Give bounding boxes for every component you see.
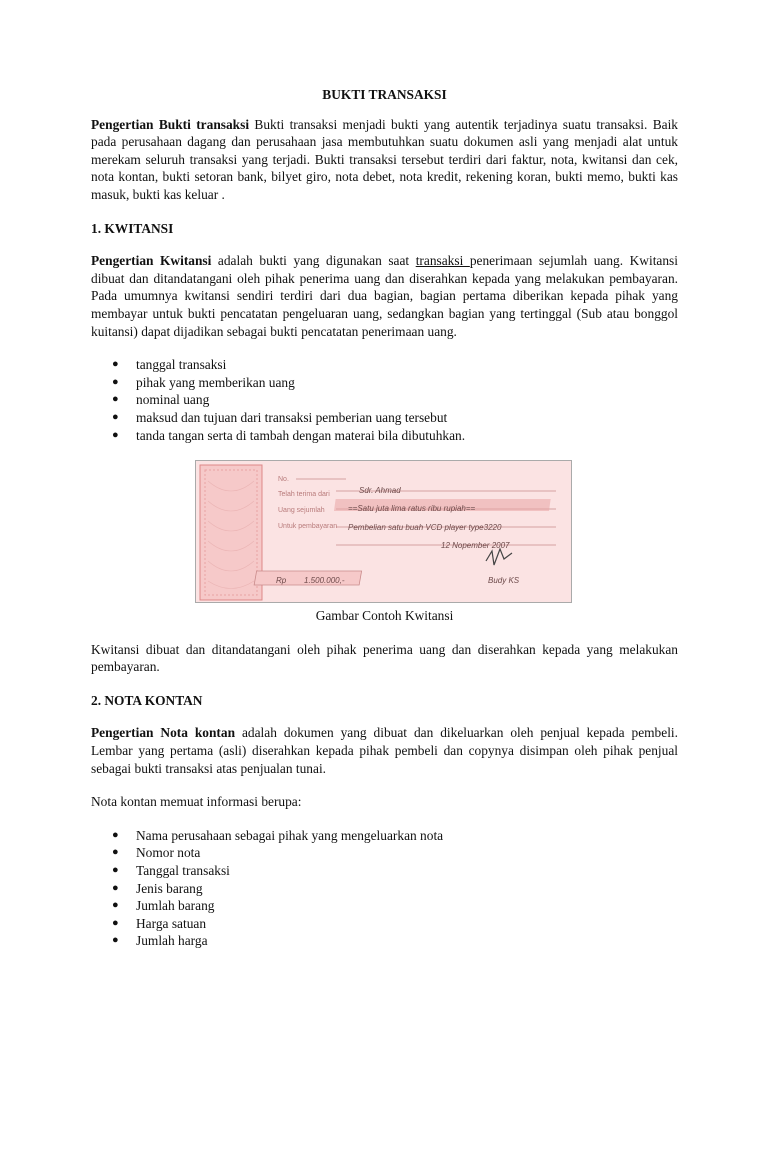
list-item bbox=[91, 862, 678, 880]
section2-paragraph bbox=[91, 724, 678, 777]
list-item-text: Nomor nota bbox=[136, 845, 201, 861]
list-item-text: nominal uang bbox=[136, 392, 210, 408]
bullet-icon: ● bbox=[112, 881, 119, 894]
section2-term: Pengertian Nota kontan bbox=[91, 725, 236, 741]
section1-paragraph bbox=[91, 252, 678, 340]
list-item-text: Jenis barang bbox=[136, 880, 203, 896]
intro-text: Bukti transaksi menjadi bukti yang autentik terjadinya suatu transaksi. Baik pada perusahaan dagang dan perusahaan jasa membutuhkan suatu dokumen asli yang menjadi alat untuk merekam seluruh transaksi yang terjadi. Bukti transaksi tersebut terdiri dari faktur, nota, kwitansi dan cek, nota kontan, bukti setoran bank, bilyet giro, nota debet, nota kredit, rekening koran, bukti memo, bukti kas masuk, bukti kas keluar . bbox=[91, 116, 678, 202]
intro-term: Pengertian Bukti transaksi bbox=[91, 116, 250, 132]
receipt-signer: Budy KS bbox=[488, 576, 520, 586]
bullet-icon: ● bbox=[112, 828, 119, 841]
figure-caption: Gambar Contoh Kwitansi bbox=[315, 608, 454, 624]
list-item-text: tanda tangan serta di tambah dengan materai bila dibutuhkan. bbox=[136, 427, 466, 443]
intro-paragraph bbox=[91, 116, 678, 204]
list-item-text: Nama perusahaan sebagai pihak yang mengeluarkan nota bbox=[136, 827, 444, 843]
receipt-currency: Rp bbox=[276, 576, 287, 586]
list-item-text: pihak yang memberikan uang bbox=[136, 374, 295, 390]
list-item bbox=[91, 391, 678, 409]
receipt-label-purpose: Untuk pembayaran bbox=[278, 523, 338, 531]
list-item-text: Tanggal transaksi bbox=[136, 863, 230, 879]
receipt-amount: 1.500.000,- bbox=[304, 576, 345, 586]
bullet-icon: ● bbox=[112, 358, 119, 371]
list-item bbox=[91, 844, 678, 862]
transaksi-link[interactable]: transaksi bbox=[415, 253, 470, 269]
kwitansi-image bbox=[195, 460, 572, 603]
nota-kontan-list bbox=[91, 827, 678, 950]
receipt-purpose-value: Pembelian satu buah VCD player type3220 bbox=[348, 523, 502, 533]
list-item bbox=[91, 356, 678, 374]
list-item bbox=[91, 409, 678, 427]
bullet-icon: ● bbox=[112, 428, 119, 441]
list-item-text: Jumlah barang bbox=[136, 898, 215, 914]
page-title: BUKTI TRANSAKSI bbox=[322, 87, 447, 102]
receipt-label-amount: Uang sejumlah bbox=[278, 507, 325, 515]
receipt-amount-words: ==Satu juta lima ratus ribu rupiah== bbox=[348, 504, 476, 514]
document-content bbox=[91, 86, 678, 966]
list-item bbox=[91, 827, 678, 845]
section1-heading: 1. KWITANSI bbox=[91, 220, 174, 236]
kwitansi-list bbox=[91, 356, 678, 444]
section1-text-after: penerimaan sejumlah uang. Kwitansi dibuat dan ditandatangani oleh pihak penerima uang dan diserahkan kepada yang melakukan pembayaran. Pada umumnya kwitansi sendiri terdiri dari dua bagian, bagian pertama diberikan kepada pihak yang membayar untuk bukti pencatatan pengeluaran uang, sedangkan bagian yang tertinggal (Sub atau bonggol kuitansi) dapat dijadikan sebagai bukti pencatatan penerimaan uang. bbox=[91, 253, 678, 339]
list-item bbox=[91, 915, 678, 933]
bullet-icon: ● bbox=[112, 375, 119, 388]
bullet-icon: ● bbox=[112, 393, 119, 406]
list-item bbox=[91, 897, 678, 915]
list-item bbox=[91, 427, 678, 445]
bullet-icon: ● bbox=[112, 934, 119, 947]
bullet-icon: ● bbox=[112, 864, 119, 877]
list-item bbox=[91, 374, 678, 392]
section1-text-before: adalah bukti yang digunakan saat bbox=[211, 253, 416, 269]
list-item-text: maksud dan tujuan dari transaksi pemberian uang tersebut bbox=[136, 409, 448, 425]
bullet-icon: ● bbox=[112, 846, 119, 859]
bullet-icon: ● bbox=[112, 410, 119, 423]
section2-heading: 2. NOTA KONTAN bbox=[91, 692, 203, 708]
kwitansi-stub bbox=[200, 465, 262, 600]
section1-term: Pengertian Kwitansi bbox=[91, 253, 212, 269]
section2-text: adalah dokumen yang dibuat dan dikeluarkan oleh penjual kepada pembeli. Lembar yang pertama (asli) diserahkan kepada pihak pembeli dan copynya disimpan oleh pihak penjual sebagai bukti transaksi atas penjualan tunai. bbox=[91, 725, 678, 776]
receipt-label-from: Telah terima dari bbox=[278, 491, 330, 499]
list-item bbox=[91, 932, 678, 950]
section2-lead: Nota kontan memuat informasi berupa: bbox=[91, 794, 302, 810]
receipt-label-no: No. bbox=[278, 476, 289, 484]
list-item-text: tanggal transaksi bbox=[136, 357, 227, 373]
list-item bbox=[91, 880, 678, 898]
section1-closing: Kwitansi dibuat dan ditandatangani oleh pihak penerima uang dan diserahkan kepada yang melakukan pembayaran. bbox=[91, 641, 678, 675]
receipt-date: 12 Nopember 2007 bbox=[441, 541, 510, 551]
receipt-from-value: Sdr. Ahmad bbox=[359, 486, 401, 496]
list-item-text: Jumlah harga bbox=[136, 933, 208, 949]
list-item-text: Harga satuan bbox=[136, 915, 207, 931]
bullet-icon: ● bbox=[112, 916, 119, 929]
bullet-icon: ● bbox=[112, 899, 119, 912]
kwitansi-figure bbox=[91, 460, 678, 605]
